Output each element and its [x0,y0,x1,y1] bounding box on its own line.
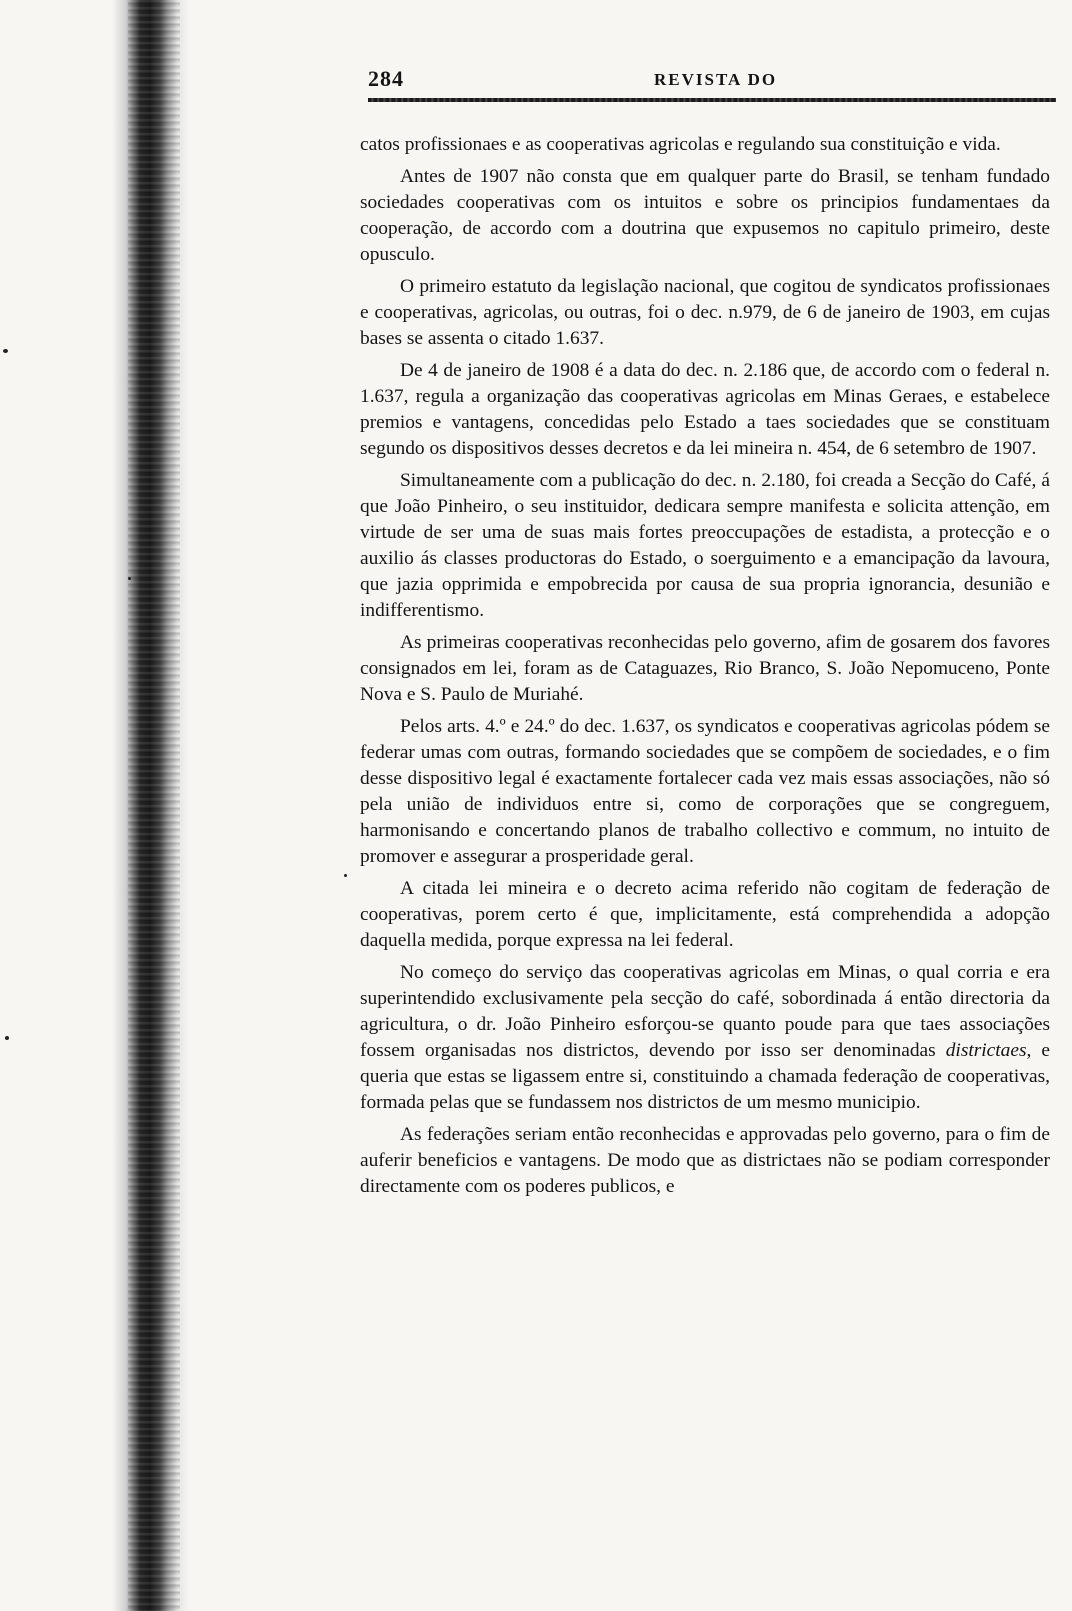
paragraph: Simultaneamente com a publicação do dec. n. 2.180, foi creada a Secção do Café, á que João Pinheiro, o seu instituidor, dedicara sempre manifesta e solicita attenção, em virtude de ser uma de suas mais fortes preoccupações de estadista, a protecção e o auxilio ás classes productoras do Estado, o soerguimento e a emancipação da lavoura, que jazia opprimida e empobrecida por causa de sua propria ignorancia, desunião e indifferentismo. [360,470,1050,621]
paragraph-text: No começo do serviço das cooperativas agricolas em Minas, o qual corria e era superintendido exclusivamente pela secção do café, sobordinada á então directoria da agricultura, o dr. João Pinheiro esforçou-se quanto poude para que taes associações fossem organisadas nos districtos, devendo por isso ser denominadas [360,962,1050,1061]
ink-speck [344,874,347,877]
paragraph: De 4 de janeiro de 1908 é a data do dec. n. 2.186 que, de accordo com o federal n. 1.637, regula a organização das cooperativas agricolas em Minas Geraes, e estabelece premios e vantagens, concedidas pelo Estado a taes sociedades que se constituam segundo os dispositivos desses decretos e da lei mineira n. 454, de 6 setembro de 1907. [360,360,1050,459]
paragraph: catos profissionaes e as cooperativas agricolas e regulando sua constituição e vida. [360,134,1001,155]
ink-speck [5,1036,9,1040]
running-head: REVISTA DO [654,70,778,89]
paragraph: As federações seriam então reconhecidas e approvadas pelo governo, para o fim de auferir beneficios e vantagens. De modo que as districtaes não se podiam corresponder directamente com os poderes publicos, e [360,1124,1050,1197]
paragraph-text: , e queria que estas se ligassem entre si, constituindo a chamada federação de cooperativas, formada pelas que se fundassem nos districtos de um mesmo municipio. [360,1040,1050,1113]
paragraph: A citada lei mineira e o decreto acima referido não cogitam de federação de cooperativas, porem certo é que, implicitamente, está comprehendida a adopção daquella medida, porque expressa na lei federal. [360,878,1050,951]
paragraph [360,960,1050,1116]
paragraph: Antes de 1907 não consta que em qualquer parte do Brasil, se tenham fundado sociedades cooperativas com os intuitos e sobre os principios fundamentaes da cooperação, de accordo com a doutrina que expusemos no capitulo primeiro, deste opusculo. [360,166,1050,265]
paragraph: O primeiro estatuto da legislação nacional, que cogitou de syndicatos profissionaes e cooperativas, agricolas, ou outras, foi o dec. n.979, de 6 de janeiro de 1903, em cujas bases se assenta o citado 1.637. [360,276,1050,349]
page-header [368,62,1056,106]
body-text [360,132,1050,1206]
paragraph: Pelos arts. 4.º e 24.º do dec. 1.637, os syndicatos e cooperativas agricolas pódem se federar umas com outras, formando sociedades que se compõem de sociedades, e o fim desse dispositivo legal é exactamente fortalecer cada vez mais essas associações, não só pela união de individuos entre si, como de corporações que se congreguem, harmonisando e concertando planos de trabalho collectivo e commum, no intuito de promover e assegurar a prosperidade geral. [360,716,1050,867]
ink-speck [3,349,8,353]
page-number: 284 [368,66,404,91]
ink-speck [128,577,131,580]
paragraph: As primeiras cooperativas reconhecidas pelo governo, afim de gosarem dos favores consignados em lei, foram as de Cataguazes, Rio Branco, S. João Nepomuceno, Ponte Nova e S. Paulo de Muriahé. [360,632,1050,705]
italic-term: districtaes [945,1040,1027,1061]
book-binding-edge [0,0,200,1611]
header-rule [368,98,1056,102]
